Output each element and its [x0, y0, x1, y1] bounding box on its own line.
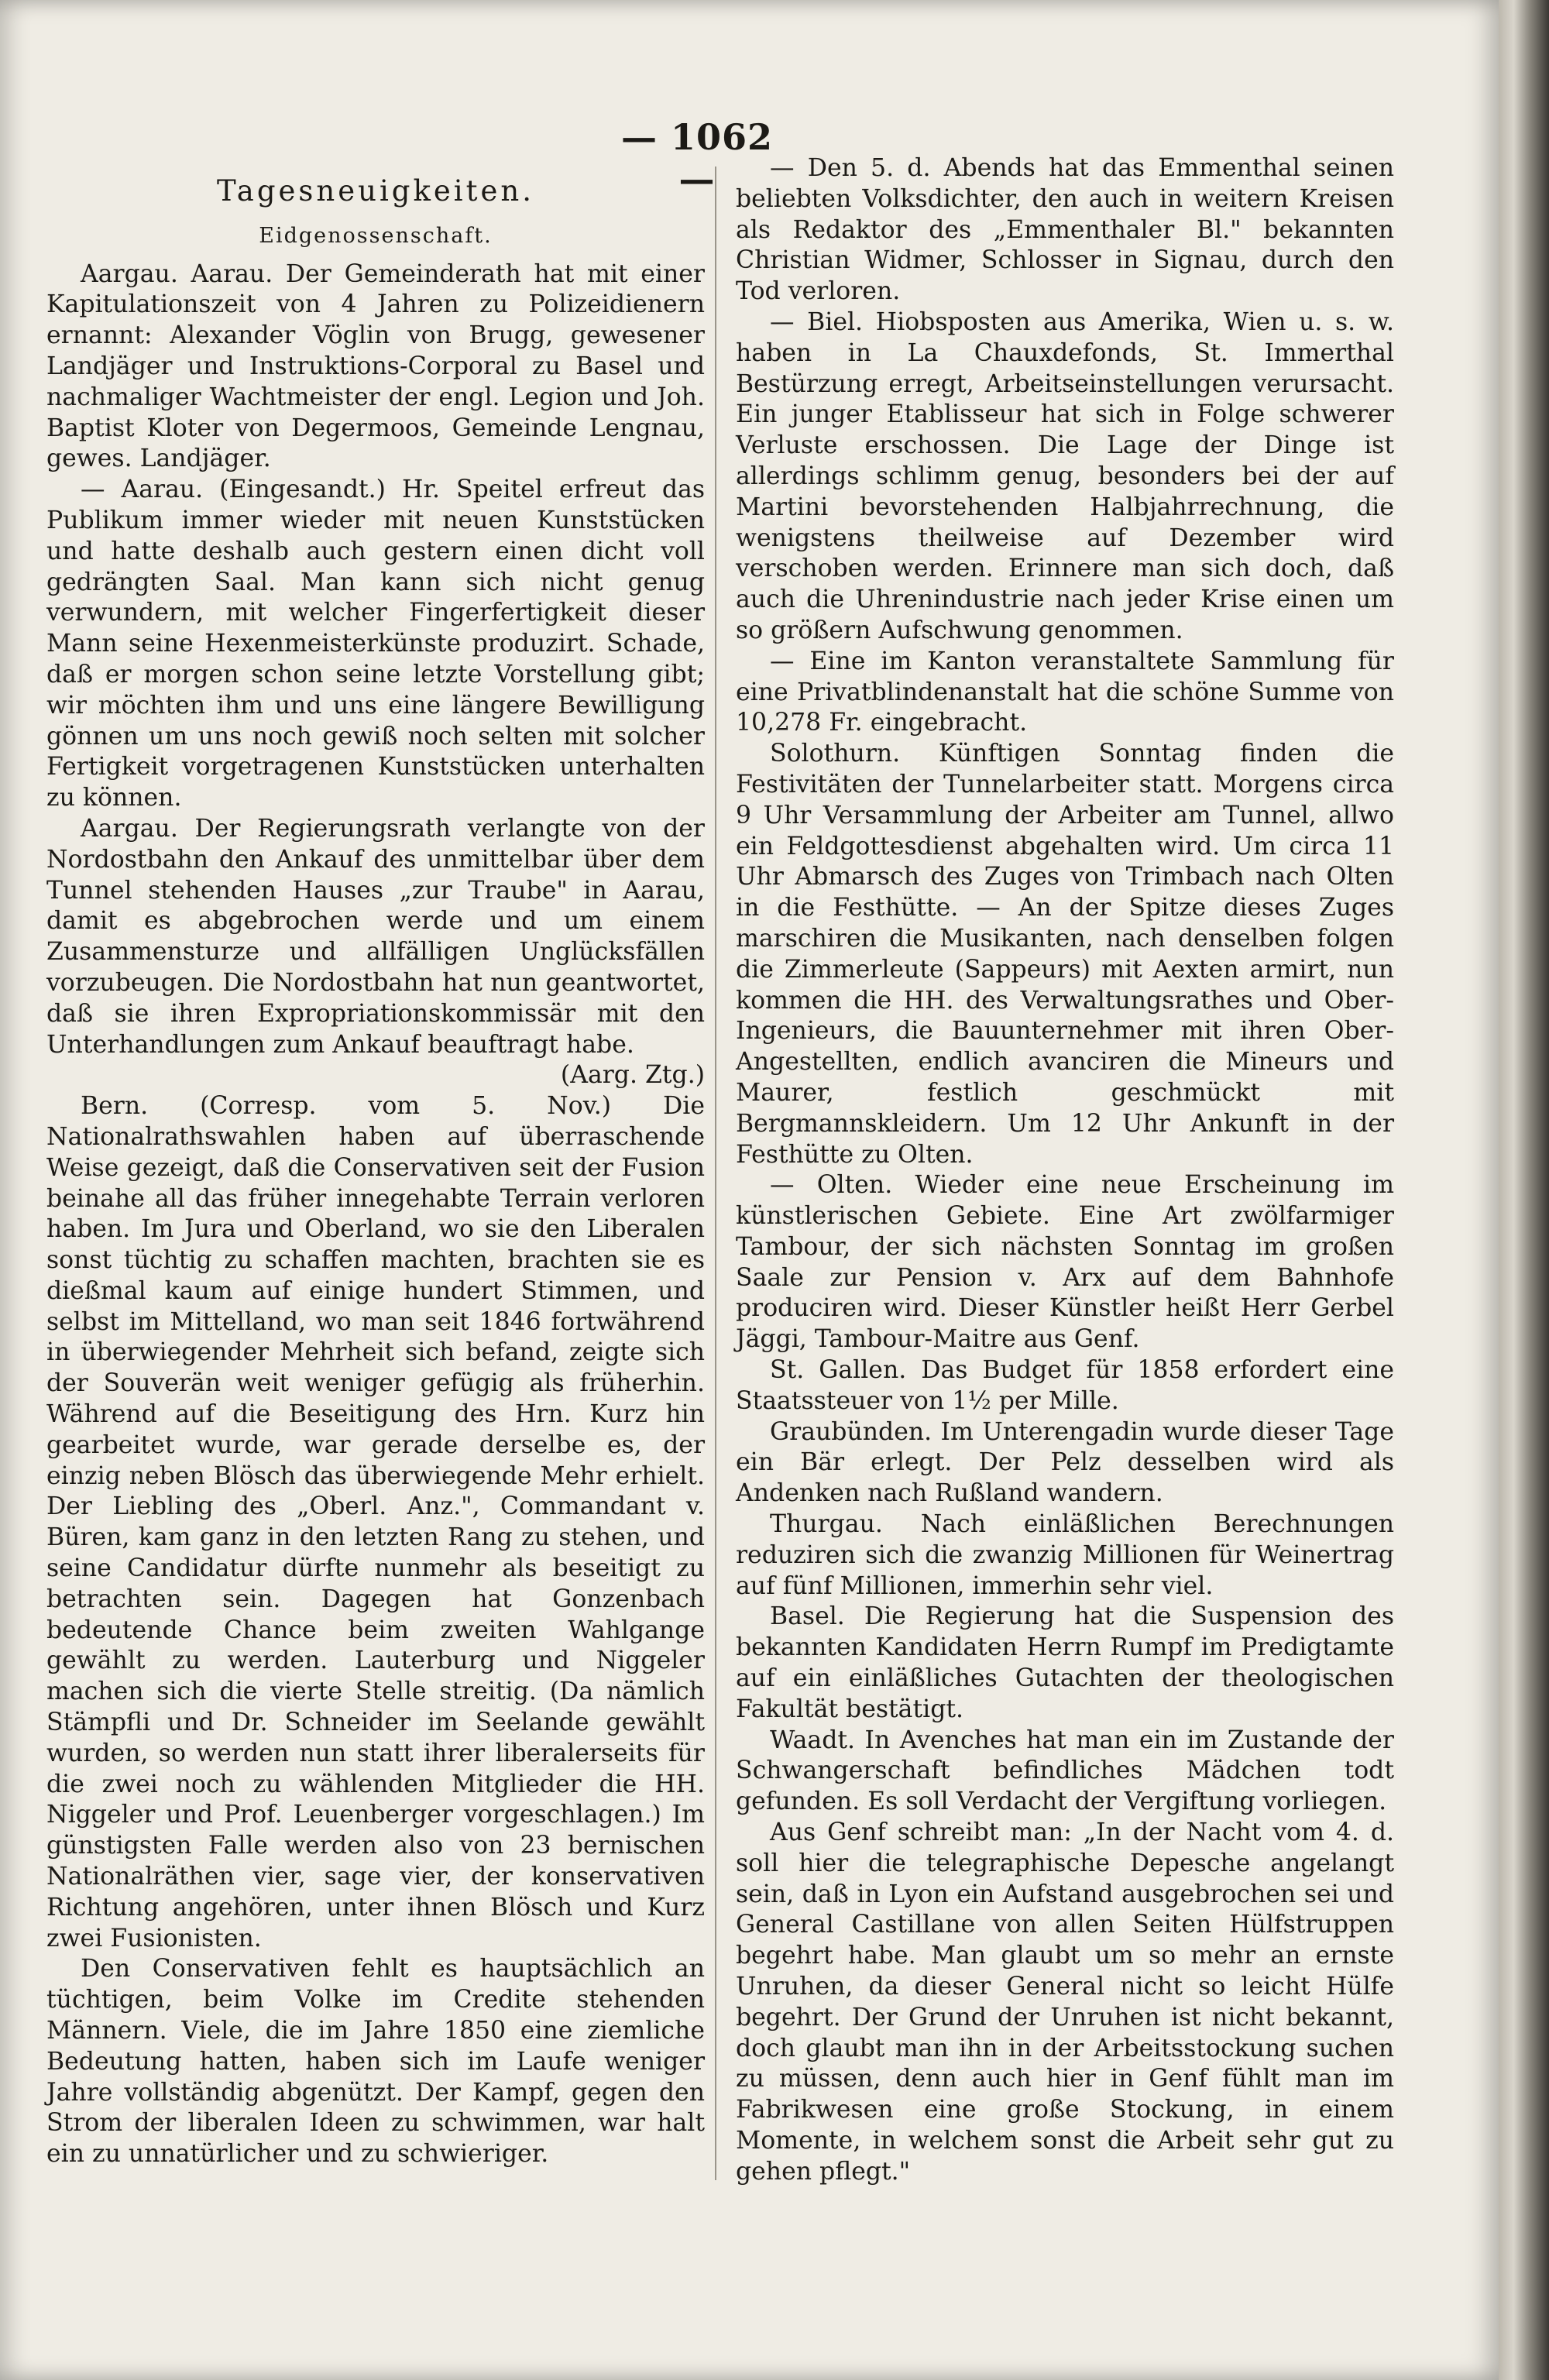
- page-edge: [1499, 0, 1549, 2380]
- article-paragraph: St. Gallen. Das Budget für 1858 erfordert eine Staatssteuer von 1½ per Mille.: [736, 1356, 1394, 1415]
- article-paragraph: Thurgau. Nach einläßlichen Berechnungen reduziren sich die zwanzig Millionen für Weinertrag auf fünf Millionen, immerhin sehr viel.: [736, 1510, 1394, 1600]
- article-paragraph: — Biel. Hiobsposten aus Amerika, Wien u. s. w. haben in La Chauxdefonds, St. Immerthal Bestürzung erregt, Arbeitseinstellungen verursacht. Ein junger Etablisseur hat sich in Folge schwerer Verluste erschossen. Die Lage der Dinge ist allerdings schlimm genug, besonders bei der auf Martini bevorstehenden Halbjahrrechnung, die wenigstens theilweise auf Dezember wird verschoben werden. Erinnere man sich doch, daß auch die Uhrenindustrie nach jeder Krise einen um so größern Aufschwung genommen.: [736, 307, 1394, 644]
- article-paragraph: Bern. (Corresp. vom 5. Nov.) Die Nationalrathswahlen haben auf überraschende Weise gezeigt, daß die Conservativen seit der Fusion beinahe all das früher innegehabte Terrain verloren haben. Im Jura und Oberland, wo sie den Liberalen sonst tüchtig zu schaffen machten, brachten sie es dießmal kaum auf einige hundert Stimmen, und selbst im Mittelland, wo man seit 1846 fortwährend in überwiegender Mehrheit sich befand, zeigte sich der Souverän weit weniger gefügig als früherhin. Während auf die Beseitigung des Hrn. Kurz hin gearbeitet wurde, war gerade derselbe es, der einzig neben Blösch das überwiegende Mehr erhielt. Der Liebling des „Oberl. Anz.", Commandant v. Büren, kam ganz in den letzten Rang zu stehen, und seine Candidatur dürfte nunmehr als beseitigt zu betrachten sein. Dagegen hat Gonzenbach bedeutende Chance beim zweiten Wahlgange gewählt zu werden. Lauterburg und Niggeler machen sich die vierte Stelle streitig. (Da nämlich Stämpfli und Dr. Schneider im Seelande gewählt wurden, so werden nun statt ihrer liberalerseits für die zwei noch zu wählenden Mitglieder die HH. Niggeler und Prof. Leuenberger vorgeschlagen.) Im günstigsten Falle werden also von 23 bernischen Nationalräthen vier, sage vier, der konservativen Richtung angehören, unter ihnen Blösch und Kurz zwei Fusionisten.: [46, 1092, 705, 1952]
- article-paragraph: Den Conservativen fehlt es hauptsächlich an tüchtigen, beim Volke im Credite stehenden Männern. Viele, die im Jahre 1850 eine ziemliche Bedeutung hatten, haben sich im Laufe weniger Jahre vollständig abgenützt. Der Kampf, gegen den Strom der liberalen Ideen zu schwimmen, war halt ein zu unnatürlicher und zu schwieriger.: [46, 1955, 705, 2169]
- page-number: — 1062 —: [620, 116, 774, 200]
- left-column: [46, 159, 705, 2170]
- article-paragraph: — Eine im Kanton veranstaltete Sammlung für eine Privatblindenanstalt hat die schöne Summe von 10,278 Fr. eingebracht.: [736, 647, 1394, 737]
- article-paragraph: — Aarau. (Eingesandt.) Hr. Speitel erfreut das Publikum immer wieder mit neuen Kunststücken und hatte deshalb auch gestern einen dicht voll gedrängten Saal. Man kann sich nicht genug verwundern, mit welcher Fingerfertigkeit dieser Mann seine Hexenmeisterkünste produzirt. Schade, daß er morgen schon seine letzte Vorstellung gibt; wir möchten ihm und uns eine längere Bewilligung gönnen um uns noch gewiß noch selten mit solcher Fertigkeit vorgetragenen Kunststücken unterhalten zu können.: [46, 476, 705, 812]
- article-paragraph: Graubünden. Im Unterengadin wurde dieser Tage ein Bär erlegt. Der Pelz desselben wird als Andenken nach Rußland wandern.: [736, 1417, 1394, 1508]
- column-divider: [715, 167, 716, 2180]
- article-paragraph: Waadt. In Avenches hat man ein im Zustande der Schwangerschaft befindliches Mädchen todt gefunden. Es soll Verdacht der Vergiftung vorliegen.: [736, 1726, 1394, 1816]
- section-heading: Tagesneuigkeiten.: [216, 174, 534, 208]
- article-paragraph: Solothurn. Künftigen Sonntag finden die Festivitäten der Tunnelarbeiter statt. Morgens circa 9 Uhr Versammlung der Arbeiter am Tunnel, allwo ein Feldgottesdienst abgehalten wird. Um circa 11 Uhr Abmarsch des Zuges von Trimbach nach Olten in die Festhütte. — An der Spitze dieses Zuges marschiren die Musikanten, nach denselben folgen die Zimmerleute (Sappeurs) mit Aexten armirt, nun kommen die HH. des Verwaltungsrathes und Ober-Ingenieurs, die Bauunternehmer mit ihren Ober-Angestellten, endlich avanciren die Mineurs und Maurer, festlich geschmückt mit Bergmannskleidern. Um 12 Uhr Ankunft in der Festhütte zu Olten.: [736, 740, 1394, 1169]
- section-subheading: Eidgenossenschaft.: [259, 223, 493, 248]
- article-paragraph: Aargau. Der Regierungsrath verlangte von der Nordostbahn den Ankauf des unmittelbar über dem Tunnel stehenden Hauses „zur Traube" in Aarau, damit es abgebrochen werde und um einem Zusammensturze und allfälligen Unglücksfällen vorzubeugen. Die Nordostbahn hat nun geantwortet, daß sie ihren Expropriationskommissär mit den Unterhandlungen zum Ankauf beauftragt habe.: [46, 814, 705, 1059]
- article-paragraph: Aargau. Aarau. Der Gemeinderath hat mit einer Kapitulationszeit von 4 Jahren zu Polizeidienern ernannt: Alexander Vöglin von Brugg, gewesener Landjäger und Instruktions-Corporal zu Basel und nachmaliger Wachtmeister der engl. Legion und Joh. Baptist Kloter von Degermoos, Gemeinde Lengnau, gewes. Landjäger.: [46, 259, 705, 473]
- article-paragraph: — Den 5. d. Abends hat das Emmenthal seinen beliebten Volksdichter, den auch in weitern Kreisen als Redaktor des „Emmenthaler Bl." bekannten Christian Widmer, Schlosser in Signau, durch den Tod verloren.: [736, 154, 1394, 306]
- article-paragraph: — Olten. Wieder eine neue Erscheinung im künstlerischen Gebiete. Eine Art zwölfarmiger Tambour, der sich nächsten Sonntag im großen Saale zur Pension v. Arx auf dem Bahnhofe produciren wird. Dieser Künstler heißt Herr Gerbel Jäggi, Tambour-Maitre aus Genf.: [736, 1171, 1394, 1354]
- right-column: [736, 153, 1394, 2188]
- article-paragraph: Aus Genf schreibt man: „In der Nacht vom 4. d. soll hier die telegraphische Depesche angelangt sein, daß in Lyon ein Aufstand ausgebrochen sei und General Castillane von allen Seiten Hülfstruppen begehrt habe. Man glaubt um so mehr an ernste Unruhen, da dieser General nicht so leicht Hülfe begehrt. Der Grund der Unruhen ist nicht bekannt, doch glaubt man ihn in der Arbeitsstockung suchen zu müssen, denn auch hier in Genf fühlt man im Fabrikwesen eine große Stockung, in einem Momente, in welchem sonst die Arbeit sehr gut zu gehen pflegt.": [736, 1818, 1394, 2186]
- source-note: (Aarg. Ztg.): [560, 1061, 705, 1090]
- article-paragraph: Basel. Die Regierung hat die Suspension des bekannten Kandidaten Herrn Rumpf im Predigtamte auf ein einläßliches Gutachten der theologischen Fakultät bestätigt.: [736, 1602, 1394, 1723]
